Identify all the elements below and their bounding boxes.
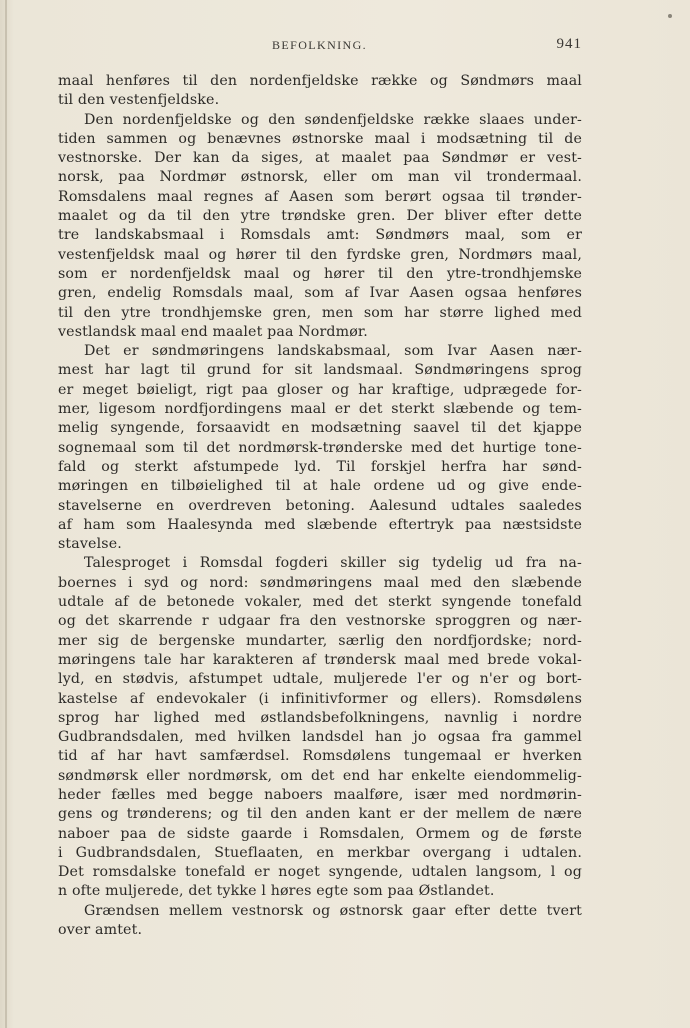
text-line: heder fælles med begge naboers maalføre, især med nordmørin- <box>58 786 582 803</box>
text-line: vestnorske. Der kan da siges, at maalet paa Søndmør er vest- <box>58 150 582 167</box>
text-line: mest har lagt til grund for sit landsmaal. Søndmøringens sprog <box>58 362 582 379</box>
text-line: naboer paa de sidste gaarde i Romsdalen, Ormem og de første <box>58 825 582 842</box>
text-line: vestlandsk maal end maalet paa Nordmør. <box>58 323 368 340</box>
text-line: gens og trønderens; og til den anden kant er der mellem de nære <box>58 806 582 823</box>
text-line: til den vestenfjeldske. <box>58 92 220 109</box>
text-line: stavelse. <box>58 536 122 553</box>
text-line: boernes i syd og nord: søndmøringens maal med den slæbende <box>58 574 582 591</box>
running-head: BEFOLKNING. <box>272 38 368 52</box>
text-line: norsk, paa Nordmør østnorsk, eller om man vil trondermaal. <box>58 169 582 186</box>
text-line: møringen en tilbøielighed til at hale ordene ud og give ende- <box>58 478 582 495</box>
text-line: som er nordenfjeldsk maal og hører til den ytre-trondhjemske <box>58 265 582 282</box>
text-line: stavelserne en overdreven betoning. Aalesund udtales saaledes <box>58 497 582 514</box>
text-line: i Gudbrandsdalen, Stueflaaten, en merkbar overgang i udtalen. <box>58 844 582 861</box>
print-speck <box>668 14 672 18</box>
text-line: melig syngende, forsaavidt en modsætning saavel til det kjappe <box>58 420 582 437</box>
text-line: Det romsdalske tonefald er noget syngende, udtalen langsom, l og <box>58 864 582 881</box>
text-line: sognemaal som til det nordmørsk-trønderske med det hurtige tone- <box>58 439 582 456</box>
text-line: Det er søndmøringens landskabsmaal, som Ivar Aasen nær- <box>84 343 582 360</box>
text-line: tid af har havt samfærdsel. Romsdølens tungemaal er hverken <box>58 748 582 765</box>
text-line: lyd, en stødvis, afstumpet udtale, muljerede l'er og n'er og bort- <box>58 671 582 688</box>
text-line: tre landskabsmaal i Romsdals amt: Søndmørs maal, som er <box>58 227 582 244</box>
text-line: maal henføres til den nordenfjeldske række og Søndmørs maal <box>58 73 582 89</box>
text-line: over amtet. <box>58 922 143 939</box>
text-line: udtale af de betonede vokaler, med det sterkt syngende tonefald <box>58 594 582 611</box>
text-line: fald og sterkt afstumpede lyd. Til forskjel herfra har sønd- <box>58 458 582 475</box>
page-header <box>60 36 584 56</box>
text-line: mer sig de bergenske mundarter, særlig den nordfjordske; nord- <box>58 632 582 649</box>
text-line: mer, ligesom nordfjordingens maal er det sterkt slæbende og tem- <box>58 401 582 418</box>
text-line: sprog har lighed med østlandsbefolkningens, navnlig i nordre <box>58 709 582 726</box>
body-text <box>58 72 582 940</box>
text-line: og det skarrende r udgaar fra den vestnorske sproggren og nær- <box>58 613 582 630</box>
text-line: møringens tale har karakteren af trøndersk maal med brede vokal- <box>58 651 582 668</box>
text-line: Gudbrandsdalen, med hvilken landsdel han jo ogsaa fra gammel <box>58 729 582 746</box>
text-line: n ofte muljerede, det tykke l høres egte som paa Østlandet. <box>58 883 495 900</box>
text-line: af ham som Haalesynda med slæbende eftertryk paa næstsidste <box>58 516 582 533</box>
text-line: tiden sammen og benævnes østnorske maal i modsætning til de <box>58 130 582 147</box>
text-line: til den ytre trondhjemske gren, men som har større lighed med <box>58 304 582 321</box>
text-line: vestenfjeldsk maal og hører til den fyrdske gren, Nordmørs maal, <box>58 246 582 263</box>
text-line: kastelse af endevokaler (i infinitivformer og ellers). Romsdølens <box>58 690 582 707</box>
page-number: 941 <box>556 36 582 52</box>
text-line: er meget bøieligt, rigt paa gloser og har kraftige, udprægede for- <box>58 381 582 398</box>
text-line: Romsdalens maal regnes af Aasen som berørt ogsaa til trønder- <box>58 188 582 205</box>
text-line: søndmørsk eller nordmørsk, om det end har enkelte eiendommelig- <box>58 767 582 784</box>
text-line: Grændsen mellem vestnorsk og østnorsk gaar efter dette tvert <box>84 902 582 919</box>
text-line: Den nordenfjeldske og den søndenfjeldske række slaaes under- <box>84 111 582 128</box>
text-line: Talesproget i Romsdal fogderi skiller sig tydelig ud fra na- <box>84 555 582 572</box>
binding-edge <box>5 0 7 1028</box>
text-line: maalet og da til den ytre trøndske gren. Der bliver efter dette <box>58 208 582 225</box>
text-line: gren, endelig Romsdals maal, som af Ivar Aasen ogsaa henføres <box>58 285 582 302</box>
